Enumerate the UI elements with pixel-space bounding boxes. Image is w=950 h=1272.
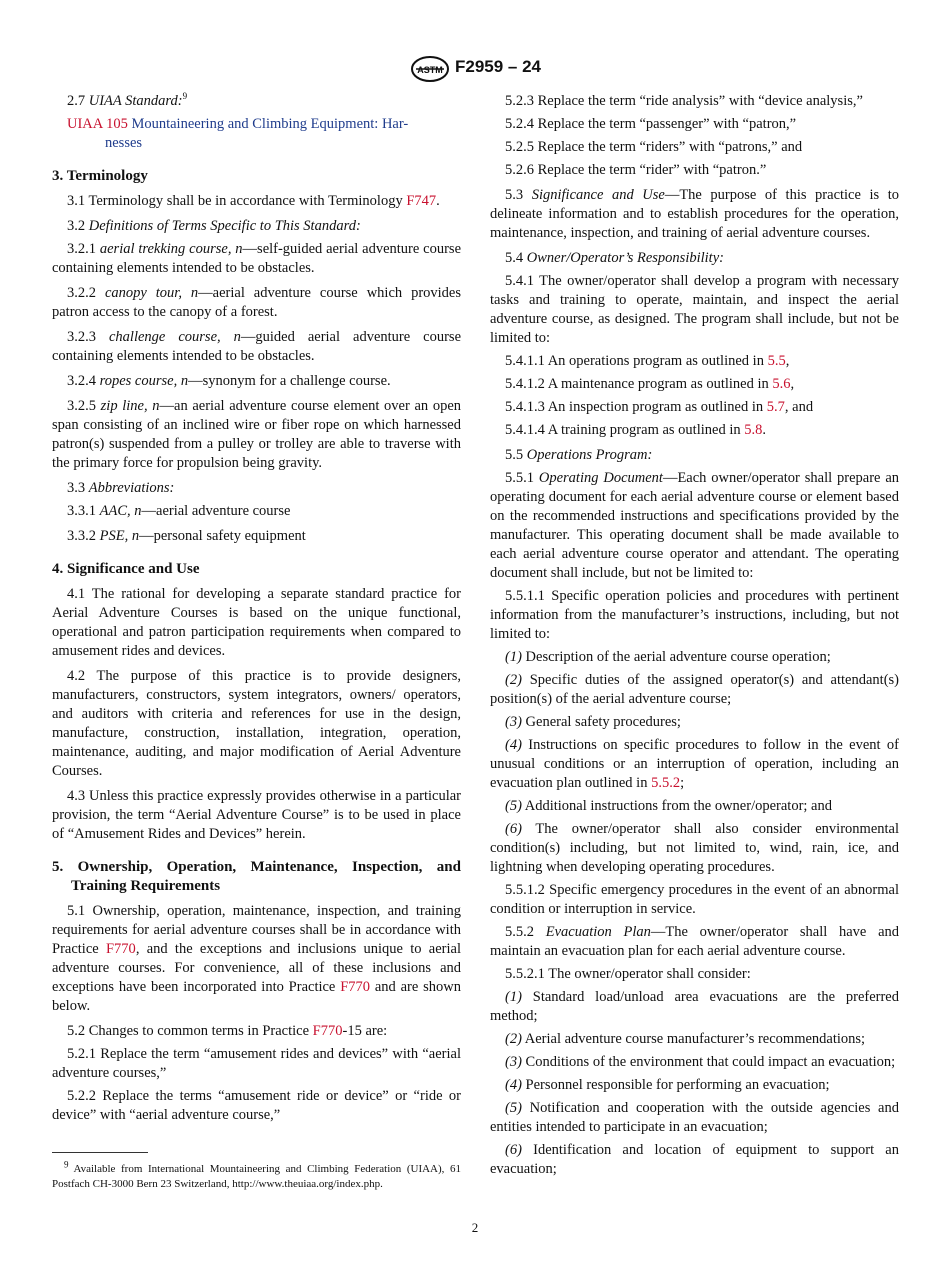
section-3-2-4: 3.2.4 ropes course, n—synonym for a challenge course. xyxy=(67,373,391,389)
list-item: (1) Standard load/unload area evacuations are the preferred method; xyxy=(490,989,899,1024)
section-3-2-3: 3.2.3 challenge course, n—guided aerial adventure course containing elements intended to be obstacles. xyxy=(52,329,462,364)
section-3-1: 3.1 Terminology shall be in accordance with Terminology F747. xyxy=(67,193,440,209)
section-5-2-2: 5.2.2 Replace the terms “amusement ride or device” or “ride or device” with “aerial adventure course,” xyxy=(52,1088,461,1123)
link-f770[interactable]: F770 xyxy=(312,1023,343,1039)
list-item: (2) Aerial adventure course manufacturer’s recommendations; xyxy=(505,1031,866,1047)
section-5-5-2: 5.5.2 Evacuation Plan—The owner/operator shall have and maintain an evacuation plan for each aerial adventure course. xyxy=(490,924,900,959)
section-5-2-5: 5.2.5 Replace the term “riders” with “patrons,” and xyxy=(505,139,803,155)
heading-significance-and-use: 4. Significance and Use xyxy=(52,561,200,577)
section-5-5-2-1: 5.5.2.1 The owner/operator shall consider: xyxy=(505,966,751,982)
astm-logo-icon xyxy=(410,56,450,82)
list-item: (5) Notification and cooperation with the outside agencies and entities intended to participate in an evacuation; xyxy=(490,1100,899,1135)
section-3-2: 3.2 Definitions of Terms Specific to This Standard: xyxy=(67,218,361,234)
list-item: (3) Conditions of the environment that could impact an evacuation; xyxy=(505,1054,896,1070)
section-5-5-1-2: 5.5.1.2 Specific emergency procedures in the event of an abnormal condition or interruption in service. xyxy=(490,882,899,917)
section-5-5-1: 5.5.1 Operating Document—Each owner/operator shall prepare an operating document for each aerial adventure course or element based on the recommended instructions and specifications provided by the manufacturer. This operating document shall be made available to each aerial adventure course operator and attendant. The operating document shall include, but not be limited to: xyxy=(490,470,900,581)
section-5-4-1-3: 5.4.1.3 An inspection program as outlined in 5.7, and xyxy=(505,399,814,415)
link-5-5-2[interactable]: 5.5.2 xyxy=(651,775,681,791)
link-5-6[interactable]: 5.6 xyxy=(772,376,791,392)
left-column xyxy=(52,92,461,1129)
list-item: (6) The owner/operator shall also consider environmental condition(s) including, but not limited to, wind, rain, ice, and lightning when developing operating procedures. xyxy=(490,821,899,875)
section-5-2-3: 5.2.3 Replace the term “ride analysis” with “device analysis,” xyxy=(505,93,863,109)
list-item: (4) Personnel responsible for performing an evacuation; xyxy=(505,1077,830,1093)
page-header xyxy=(0,56,950,84)
list-item: (2) Specific duties of the assigned operator(s) and attendant(s) position(s) of the aerial adventure course; xyxy=(490,672,899,707)
section-4-1: 4.1 The rational for developing a separate standard practice for Aerial Adventure Courses is based on the unique functional, operational and patron participation requirements when compared to amusement rides and devices. xyxy=(52,586,461,659)
section-5-2: 5.2 Changes to common terms in Practice F770-15 are: xyxy=(67,1023,388,1039)
section-3-2-1: 3.2.1 aerial trekking course, n—self-guided aerial adventure course containing elements intended to be obstacles. xyxy=(52,241,462,276)
section-4-3: 4.3 Unless this practice expressly provides otherwise in a particular provision, the term “Aerial Adventure Course” is to be used in place of “Amusement Rides and Devices” herein. xyxy=(52,788,461,842)
link-5-5[interactable]: 5.5 xyxy=(767,353,786,369)
list-item: (5) Additional instructions from the owner/operator; and xyxy=(505,798,832,814)
link-f770[interactable]: F770 xyxy=(105,941,136,957)
list-item: (6) Identification and location of equipment to support an evacuation; xyxy=(490,1142,899,1177)
heading-terminology: 3. Terminology xyxy=(52,168,148,184)
section-5-4: 5.4 Owner/Operator’s Responsibility: xyxy=(505,250,724,266)
section-5-4-1-1: 5.4.1.1 An operations program as outlined in 5.5, xyxy=(505,353,790,369)
right-column xyxy=(490,92,899,1183)
list-item: (3) General safety procedures; xyxy=(505,714,681,730)
list-item: (1) Description of the aerial adventure course operation; xyxy=(505,649,831,665)
section-3-3: 3.3 Abbreviations: xyxy=(67,480,175,496)
section-5-1: 5.1 Ownership, operation, maintenance, inspection, and training requirements for aerial adventure courses shall be in accordance with Practice F770, and the exceptions and inclusions unique to aerial adventure courses. For convenience, all of these inclusions and exceptions have been incorporated into Practice F770 and are shown below. xyxy=(52,903,461,1014)
footnote-9: $^9$ Available from International Mountaineering and Climbing Federation (UIAA), 61 Postfach CH-3000 Bern 23 Switzerland, http://www.theuiaa.org/index.php. xyxy=(52,1159,461,1190)
uiaa-105-reference[interactable]: UIAA 105 Mountaineering and Climbing Equipment: Har- nesses xyxy=(67,116,409,151)
section-3-3-1: 3.3.1 AAC, n—aerial adventure course xyxy=(67,503,291,519)
svg-text:ASTM: ASTM xyxy=(417,65,443,75)
footnote-divider xyxy=(52,1152,148,1153)
section-3-3-2: 3.3.2 PSE, n—personal safety equipment xyxy=(67,528,306,544)
heading-ownership-operation: 5. Ownership, Operation, Maintenance, Inspection, and Training Requirements xyxy=(52,859,461,894)
link-5-7[interactable]: 5.7 xyxy=(766,399,785,415)
section-2-7: 2.7 UIAA Standard:$^9$ xyxy=(67,91,188,109)
section-5-4-1: 5.4.1 The owner/operator shall develop a program with necessary tasks and training to operate, maintain, and inspect the aerial adventure course, as designed. The program shall include, but not be limited to: xyxy=(490,273,899,346)
standard-designation: F2959 – 24 xyxy=(455,57,542,76)
section-5-2-6: 5.2.6 Replace the term “rider” with “patron.” xyxy=(505,162,767,178)
section-5-3: 5.3 Significance and Use—The purpose of this practice is to delineate information and to establish procedures for the operation, maintenance, inspection, and training of aerial adventure courses. xyxy=(490,187,900,241)
section-5-4-1-4: 5.4.1.4 A training program as outlined in 5.8. xyxy=(505,422,766,438)
section-5-2-1: 5.2.1 Replace the term “amusement rides and devices” with “aerial adventure courses,” xyxy=(52,1046,461,1081)
section-5-4-1-2: 5.4.1.2 A maintenance program as outlined in 5.6, xyxy=(505,376,795,392)
link-f770[interactable]: F770 xyxy=(340,979,371,995)
section-5-5: 5.5 Operations Program: xyxy=(505,447,653,463)
link-5-8[interactable]: 5.8 xyxy=(744,422,763,438)
section-5-5-1-1: 5.5.1.1 Specific operation policies and procedures with pertinent information from the manufacturer’s instructions, including, but not limited to: xyxy=(490,588,899,642)
section-3-2-5: 3.2.5 zip line, n—an aerial adventure course element over an open span consisting of an inclined wire or fiber rope on which harnessed patron(s) suspended from a pulley or trolley are able to traverse with the primary force for propulsion being gravity. xyxy=(52,398,462,471)
section-3-2-2: 3.2.2 canopy tour, n—aerial adventure course which provides patron access to the canopy of a forest. xyxy=(52,285,462,320)
link-f747[interactable]: F747 xyxy=(406,193,437,209)
section-5-2-4: 5.2.4 Replace the term “passenger” with “patron,” xyxy=(505,116,797,132)
list-item: (4) Instructions on specific procedures to follow in the event of unusual conditions or an interruption of operation, including an evacuation plan outlined in 5.5.2; xyxy=(490,737,899,791)
section-4-2: 4.2 The purpose of this practice is to provide designers, manufacturers, constructors, system integrators, owners/ operators, and auditors with criteria and references for use in the design, manufacture, construction, installation, integration, operation, maintenance, auditing, and major modification of Aerial Adventure Courses. xyxy=(52,668,461,779)
page-number: 2 xyxy=(471,1220,479,1235)
